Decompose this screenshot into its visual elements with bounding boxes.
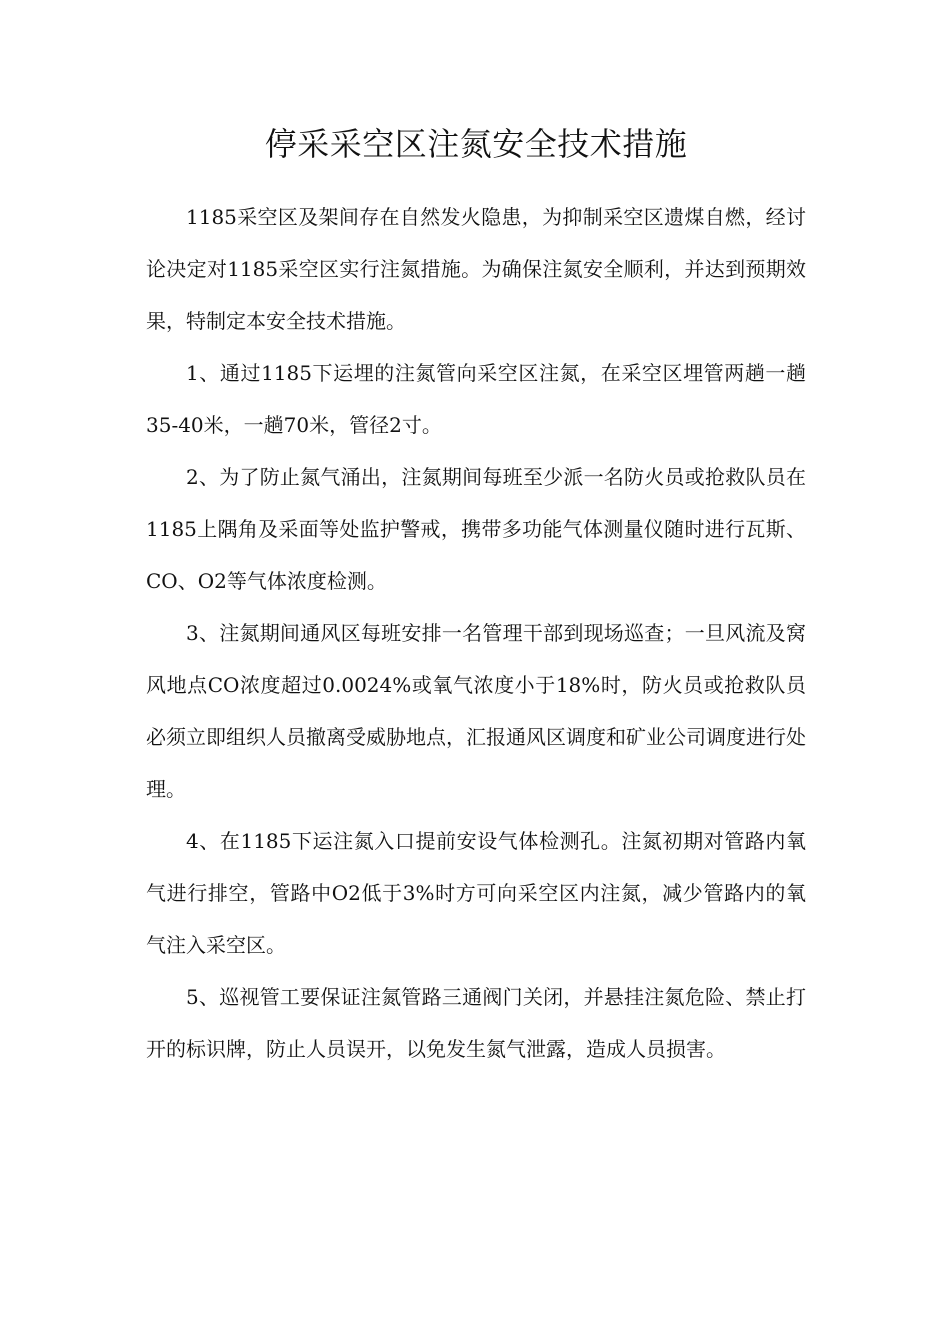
paragraph-item-2: 2、为了防止氮气涌出，注氮期间每班至少派一名防火员或抢救队员在1185上隅角及采面等处监护警戒，携带多功能气体测量仪随时进行瓦斯、CO、O2等气体浓度检测。: [146, 465, 806, 593]
paragraph-item-5: 5、巡视管工要保证注氮管路三通阀门关闭，并悬挂注氮危险、禁止打开的标识牌，防止人员误开，以免发生氮气泄露，造成人员损害。: [146, 985, 806, 1061]
document-title: 停采采空区注氮安全技术措施: [264, 125, 688, 163]
paragraph-item-4: 4、在1185下运注氮入口提前安设气体检测孔。注氮初期对管路内氧气进行排空，管路中O2低于3%时方可向采空区内注氮，减少管路内的氧气注入采空区。: [146, 829, 806, 957]
document-body: [146, 191, 806, 1075]
document-page: [146, 0, 806, 1075]
paragraph-item-1: 1、通过1185下运埋的注氮管向采空区注氮，在采空区埋管两趟一趟35-40米，一趟70米，管径2寸。: [146, 361, 806, 437]
paragraph-intro: 1185采空区及架间存在自然发火隐患，为抑制采空区遗煤自燃，经讨论决定对1185采空区实行注氮措施。为确保注氮安全顺利，并达到预期效果，特制定本安全技术措施。: [146, 205, 806, 333]
paragraph-item-3: 3、注氮期间通风区每班安排一名管理干部到现场巡查；一旦风流及窝风地点CO浓度超过0.0024%或氧气浓度小于18%时，防火员或抢救队员必须立即组织人员撤离受威胁地点，汇报通风区调度和矿业公司调度进行处理。: [146, 621, 806, 801]
